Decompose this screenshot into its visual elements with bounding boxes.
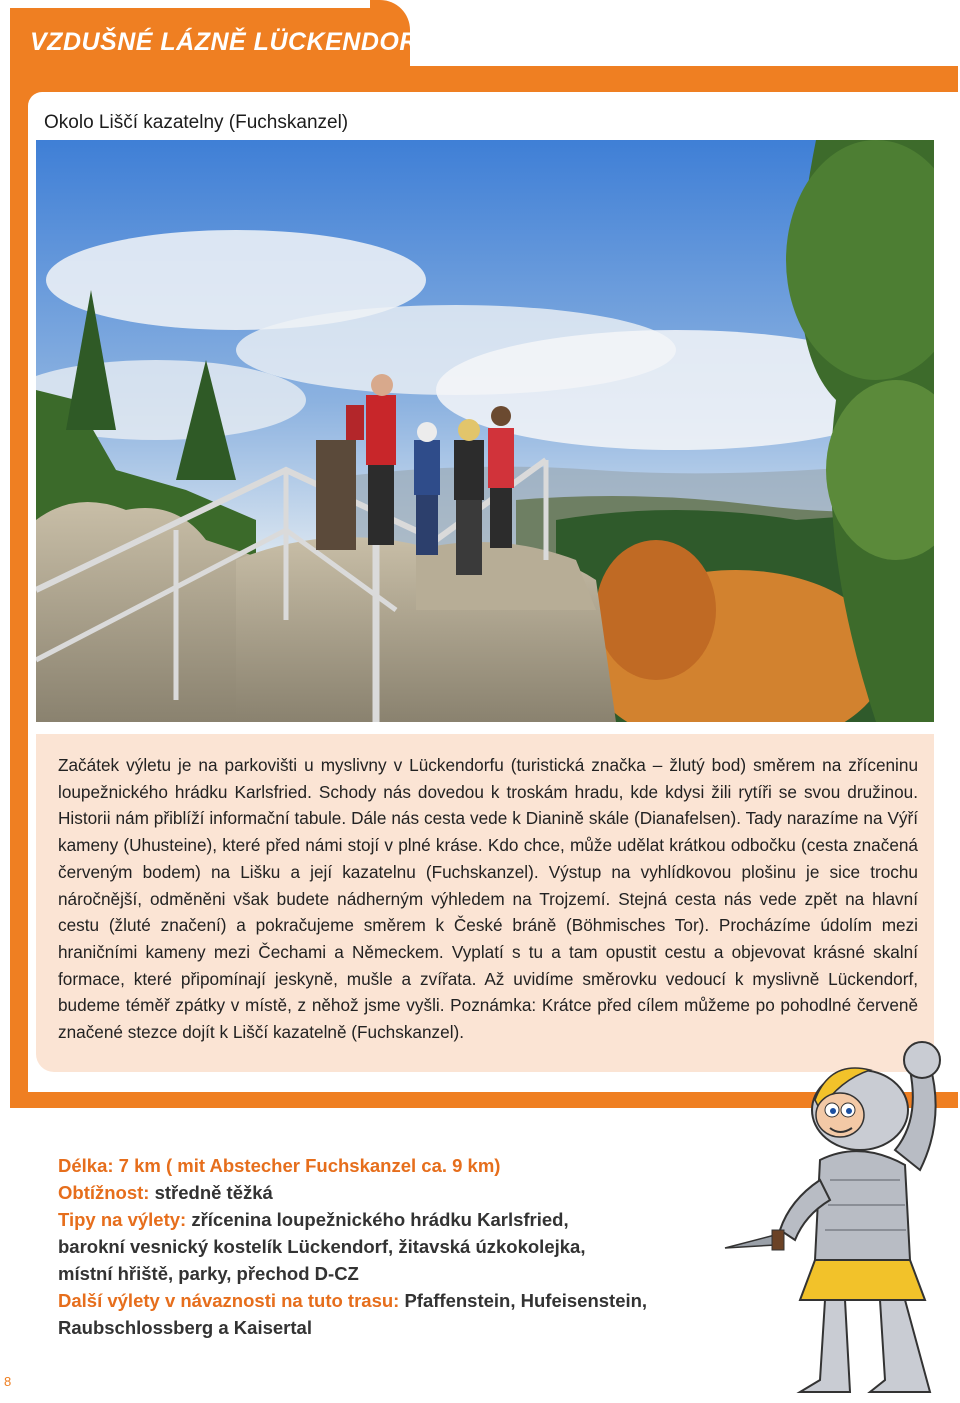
trip-description: Začátek výletu je na parkovišti u myslivny v Lückendorfu (turistická značka – žlutý bod) směrem na zříceninu loupežnického hrádku Karlsfried. Schody nás dovedou k troskám hradu, kde kdysi žili rytíři se svou družinou. Historii nám přiblíží informační tabule. Dále nás cesta vede k Dianině skále (Dianafelsen). Tady narazíme na Výří kameny (Uhusteine), které před námi stojí v plné kráse. Kdo chce, může udělat krátkou odbočku (cesta značená červeným bodem) na Lišku a její kazatelnu (Fuchskanzel). Výstup na vyhlídkovou plošinu je sice trochu náročnější, odměněni však budete nádherným výhledem na Trojzemí. Stejná cesta nás vede zpět na hlavní cestu (žluté značení) a pokračujeme směrem k České bráně (Böhmisches Tor). Procházíme údolím mezi hraničními kameny mezi Čechami a Německem. Vyplatí s tu a tam opustit cestu a objevovat krásné skalní formace, které připomínají jeskyně, mušle a zvířata. Až uvidíme směrovku vedoucí k myslivně Lückendorf, budeme téměř zpátky v místě, z něhož jsme vyšli. Poznámka: Krátce před cílem můžeme po pohodlné červeně značené stezce dojít k Liščí kazatelně (Fuchskanzel).	[58, 755, 918, 1043]
page-number: 8	[4, 1374, 12, 1389]
page-subtitle: Okolo Liščí kazatelny (Fuchskanzel)	[44, 112, 349, 133]
photo-illustration	[36, 140, 934, 722]
more-trips-label: Další výlety v návaznosti na tuto trasu:	[58, 1290, 400, 1311]
tips-line	[58, 1206, 718, 1233]
hikers-viewpoint-photo	[36, 140, 934, 722]
length-line	[58, 1152, 718, 1179]
more-trips-value-2: Raubschlossberg a Kaisertal	[58, 1317, 312, 1338]
more-trips-value-1: Pfaffenstein, Hufeisenstein,	[404, 1290, 648, 1311]
length-label: Délka:	[58, 1155, 114, 1176]
more-trips-line	[58, 1287, 718, 1314]
frame-cutout	[390, 0, 960, 66]
page-title: VZDUŠNÉ LÁZNĚ LÜCKENDORF	[30, 28, 434, 56]
trip-info	[58, 1152, 718, 1341]
tips-value-2: barokní vesnický kostelík Lückendorf, žitavská úzkokolejka,	[58, 1236, 586, 1257]
difficulty-label: Obtížnost:	[58, 1182, 150, 1203]
tips-value-1: zřícenina loupežnického hrádku Karlsfried,	[191, 1209, 569, 1230]
tips-label: Tipy na výlety:	[58, 1209, 187, 1230]
difficulty-line	[58, 1179, 718, 1206]
tips-value-3: místní hřiště, parky, přechod D-CZ	[58, 1263, 359, 1284]
knight-mascot-icon	[720, 1040, 960, 1398]
difficulty-value: středně těžká	[154, 1182, 273, 1203]
length-value: 7 km ( mit Abstecher Fuchskanzel ca. 9 km)	[118, 1155, 501, 1176]
